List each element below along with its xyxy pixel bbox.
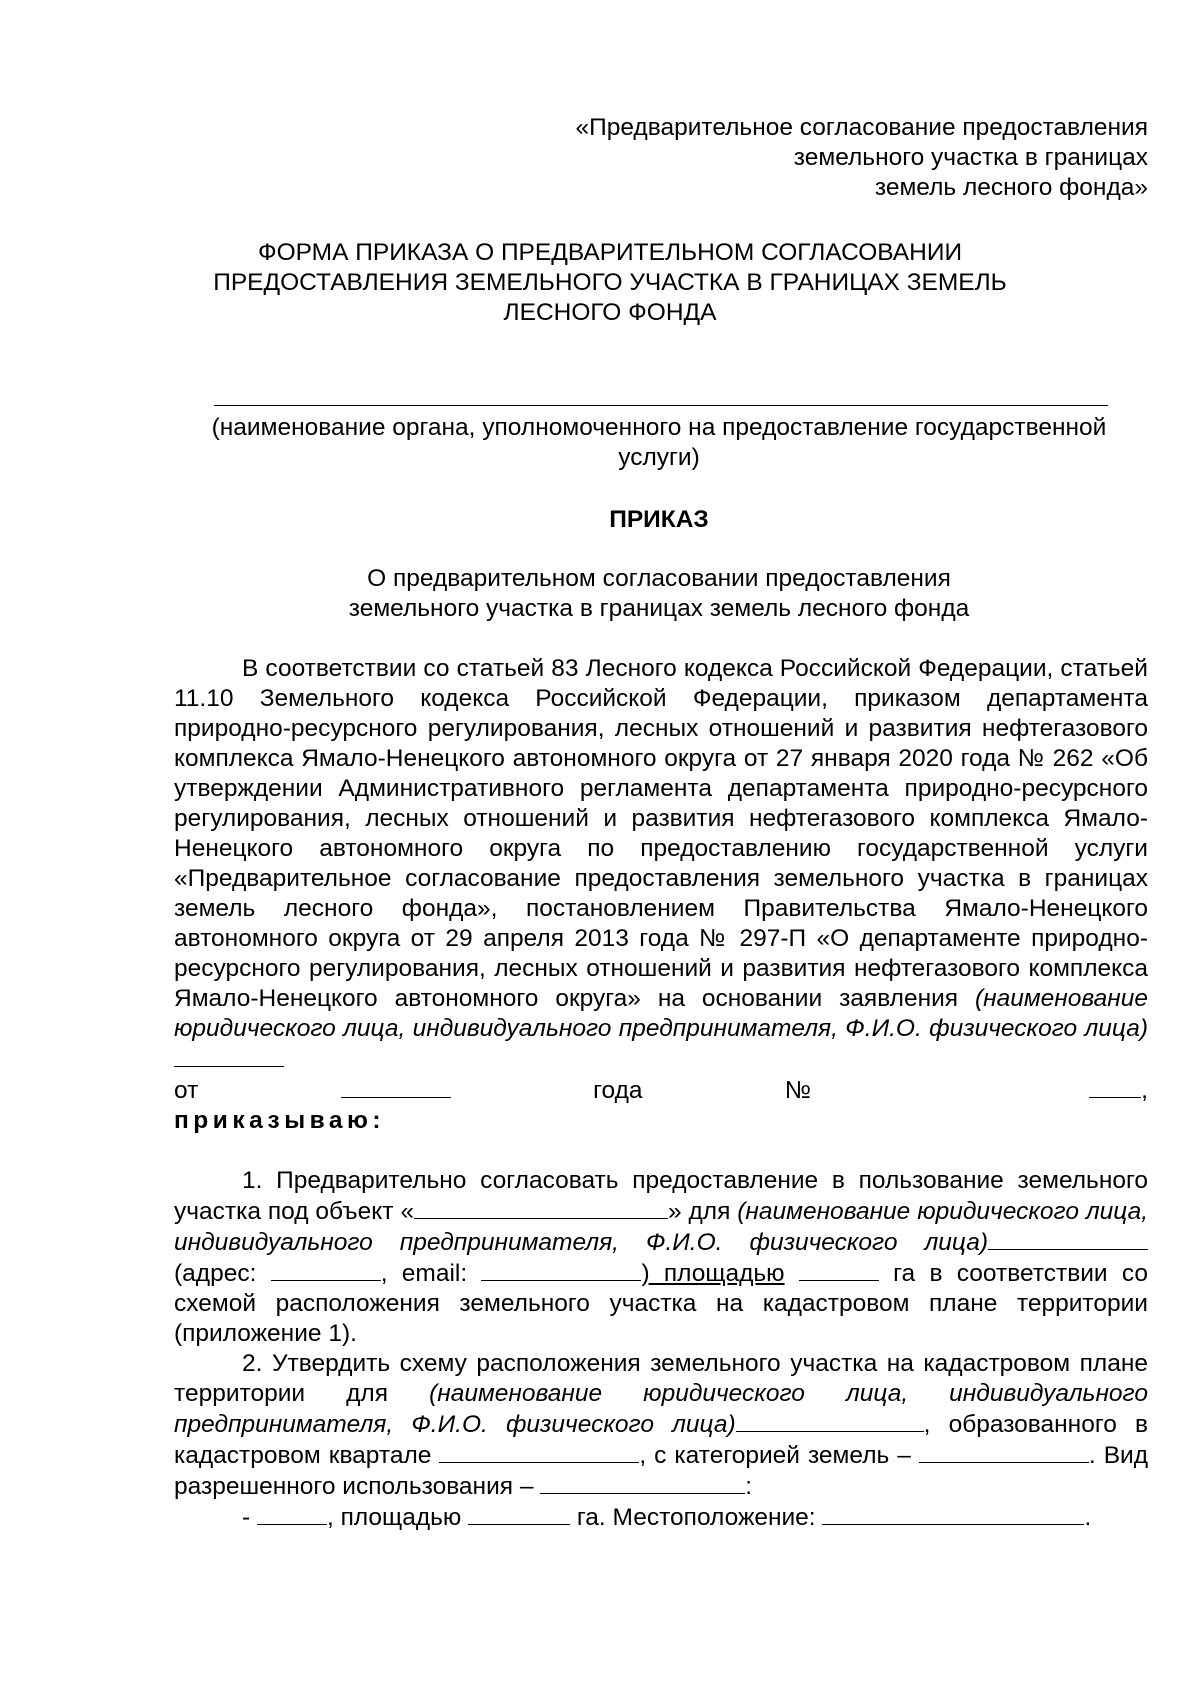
preamble-application-line	[174, 1075, 1148, 1106]
item-2-text-d: . Вид разрешенного использования –	[174, 1442, 1149, 1500]
subject-line-1: О предварительном согласовании предоставления	[367, 565, 951, 592]
item-2-text-a: 2. Утвердить схему расположения земельного участка на кадастровом плане территории для	[174, 1350, 1148, 1407]
location-label: га. Местоположение:	[576, 1504, 816, 1531]
item-2-text-b: образованного в кадастровом квартале	[174, 1411, 1149, 1469]
comma: ,	[1141, 1077, 1148, 1104]
application-number-blank	[1089, 1075, 1141, 1098]
number-sign: №	[784, 1077, 947, 1104]
service-name-header	[520, 113, 1148, 203]
item-3-dash: -	[242, 1504, 251, 1531]
preamble-applicant-placeholder: (наименование юридического лица, индивидуального предпринимателя, Ф.И.О. физического лица)	[174, 985, 1148, 1042]
email-label: , email:	[380, 1260, 468, 1287]
application-date-blank	[341, 1075, 451, 1098]
area-blank	[799, 1258, 879, 1281]
authority-caption: (наименование органа, уполномоченного на предоставление государственной услуги)	[211, 414, 1107, 471]
form-title	[170, 238, 1050, 328]
item-3-end: .	[1084, 1504, 1092, 1531]
applicant-blank	[174, 1044, 284, 1067]
order-title: ПРИКАЗ	[609, 506, 709, 533]
item-2-applicant-blank	[736, 1409, 924, 1432]
item-1-paragraph	[174, 1166, 1148, 1349]
cadastral-quarter-blank	[439, 1440, 639, 1463]
land-category-blank	[919, 1440, 1089, 1463]
header-line-3: земель лесного фонда»	[874, 174, 1148, 201]
item-2-paragraph	[174, 1349, 1148, 1502]
from-label: от	[174, 1077, 199, 1104]
item-3-line	[174, 1502, 1148, 1533]
form-title-line-3: ЛЕСНОГО ФОНДА	[503, 299, 717, 326]
item-2-text-c: , с категорией земель	[639, 1442, 890, 1469]
object-name-blank	[414, 1196, 668, 1219]
item-2-applicant-placeholder: (наименование юридического лица, индивидуального предпринимателя, Ф.И.О. физического лица)	[174, 1380, 1148, 1438]
header-line-1: «Предварительное согласование предоставления	[575, 114, 1148, 141]
item-2-colon: :	[745, 1473, 753, 1500]
address-label: (адрес:	[174, 1260, 257, 1287]
permitted-use-blank	[540, 1471, 745, 1494]
header-line-2: земельного участка в границах	[793, 144, 1148, 171]
subject-line-2: земельного участка в границах земель лесного фонда	[348, 595, 970, 622]
order-body	[174, 654, 1148, 1533]
plot-blank	[257, 1502, 327, 1525]
item-1-text-b: » для	[667, 1198, 731, 1225]
location-blank	[822, 1502, 1084, 1525]
preamble-paragraph	[174, 654, 1148, 1075]
item-3-area-label: , площадью	[326, 1504, 462, 1531]
item-1-text-c: га в соответствии со схемой расположения земельного участка на кадастровом плане территории (приложение 1).	[174, 1260, 1149, 1347]
form-title-line-2: ПРЕДОСТАВЛЕНИЯ ЗЕМЕЛЬНОГО УЧАСТКА В ГРАНИЦАХ ЗЕМЕЛЬ	[213, 269, 1007, 296]
preamble-text: В соответствии со статьей 83 Лесного кодекса Российской Федерации, статьей 11.10 Земельного кодекса Российской Федерации, приказом департамента природно-ресурсного регулирования, лесных отношений и развития нефтегазового комплекса Ямало-Ненецкого автономного округа от 27 января 2020 года № 262 «Об утверждении Административного регламента департамента природно-ресурсного регулирования, лесных отношений и развития нефтегазового комплекса Ямало-Ненецкого автономного округа по предоставлению государственной услуги «Предварительное согласование предоставления земельного участка в границах земель лесного фонда», постановлением Правительства Ямало-Ненецкого автономного округа от 29 апреля 2013 года № 297-П «О департаменте природно-ресурсного регулирования, лесных отношений и развития нефтегазового комплекса Ямало-Ненецкого автономного округа» на основании заявления	[174, 655, 1148, 1012]
authority-name-blank	[214, 405, 1108, 406]
item-2-dash: –	[897, 1442, 911, 1469]
item-1-applicant-blank	[988, 1227, 1148, 1250]
plot-area-blank	[468, 1502, 570, 1525]
item-2-comma: ,	[923, 1411, 931, 1438]
email-blank	[481, 1258, 641, 1281]
year-label: года	[593, 1077, 643, 1104]
address-blank	[271, 1258, 381, 1281]
order-word: приказываю:	[174, 1107, 386, 1134]
item-1-text-a: 1. Предварительно согласовать предоставление в пользование земельного участка под объект «	[174, 1167, 1148, 1225]
area-label: ) площадью	[641, 1260, 785, 1287]
form-title-line-1: ФОРМА ПРИКАЗА О ПРЕДВАРИТЕЛЬНОМ СОГЛАСОВАНИИ	[257, 239, 963, 266]
item-1-applicant-placeholder: (наименование юридического лица, индивидуального предпринимателя, Ф.И.О. физического лица)	[174, 1198, 1148, 1256]
order-subject	[170, 564, 1148, 624]
